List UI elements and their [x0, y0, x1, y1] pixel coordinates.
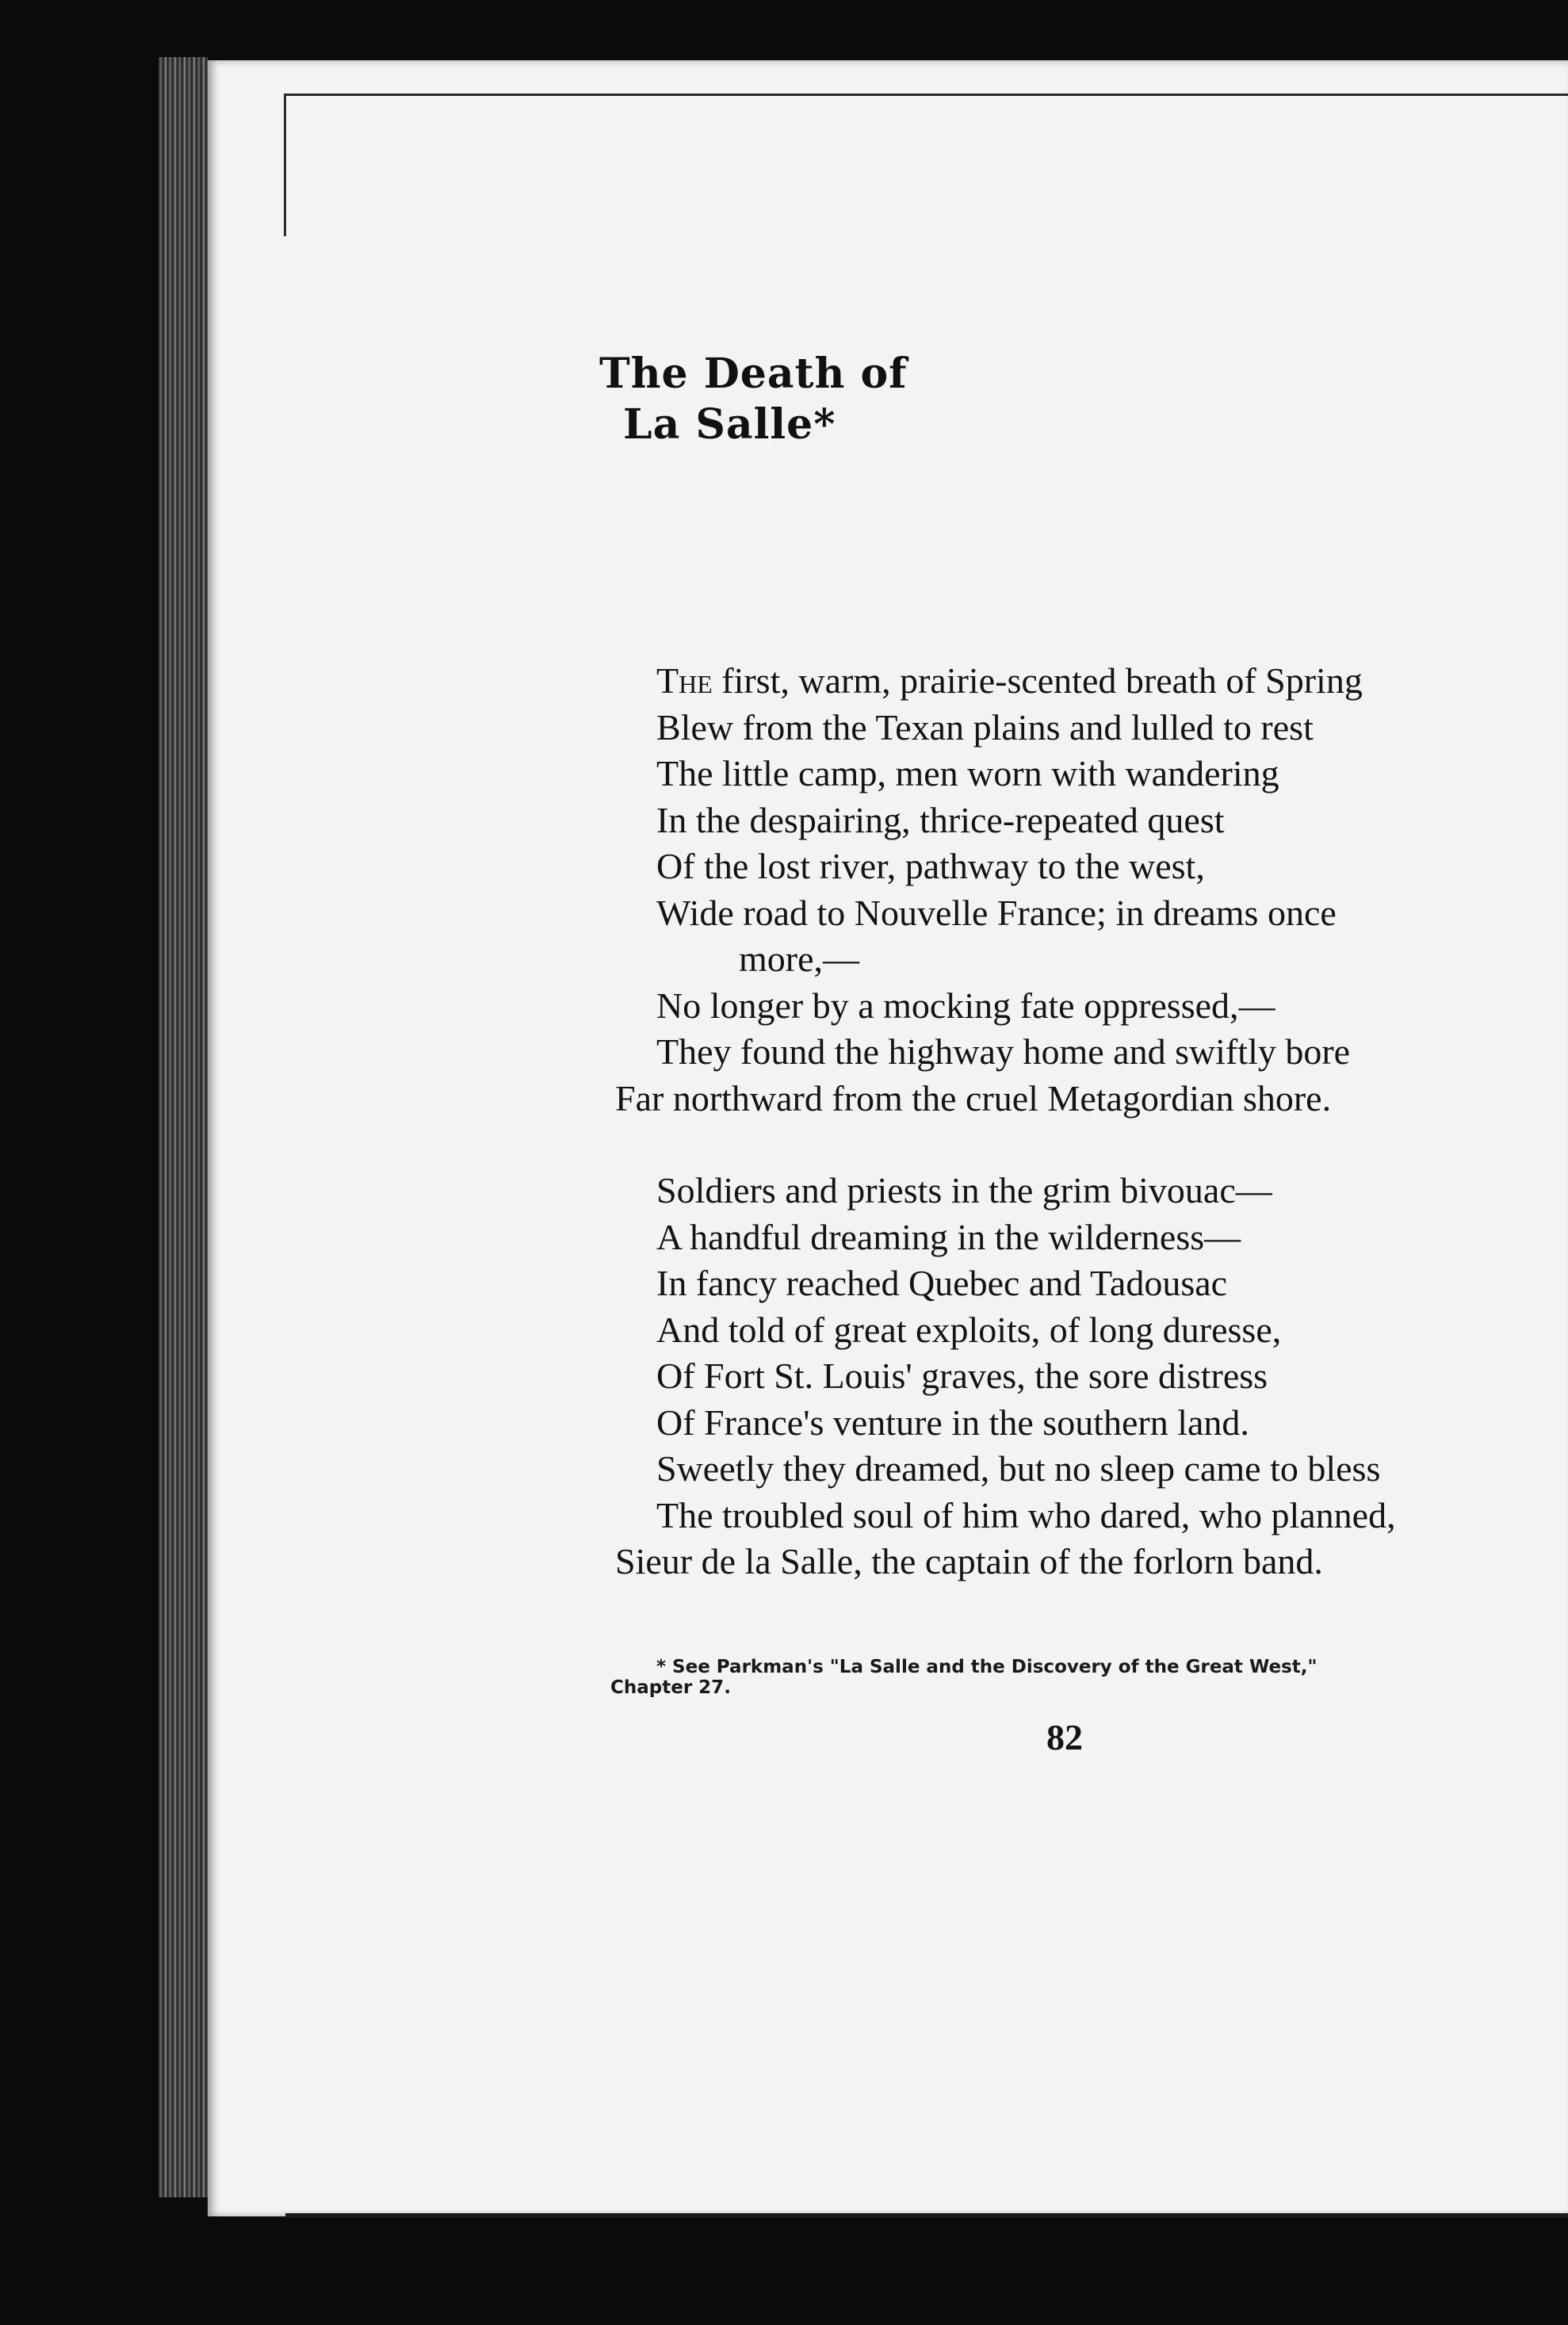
poem-line: Of France's venture in the southern land. [656, 1402, 1249, 1443]
poem-line: Soldiers and priests in the grim bivouac— [656, 1170, 1272, 1210]
page-number: 82 [1046, 1717, 1083, 1757]
poem-line: Of Fort St. Louis' graves, the sore distress [656, 1356, 1268, 1396]
poem-line: Wide road to Nouvelle France; in dreams once [656, 892, 1337, 933]
poem-title-line-1: The Death of [599, 350, 908, 398]
poem-line: In fancy reached Quebec and Tadousac [656, 1263, 1228, 1303]
stanza-2 [610, 1168, 1568, 1585]
opening-word: The [656, 660, 713, 701]
footnote-line-2: Chapter 27. [610, 1677, 731, 1698]
book-spine [159, 57, 208, 2197]
poem-line: Of the lost river, pathway to the west, [656, 846, 1205, 886]
poem-line: Sweetly they dreamed, but no sleep came to bless [656, 1448, 1381, 1489]
footnote-line-1: * See Parkman's "La Salle and the Discovery of the Great West," [656, 1657, 1318, 1677]
poem-line: The troubled soul of him who dared, who planned, [656, 1494, 1396, 1535]
poem-line: No longer by a mocking fate oppressed,— [656, 985, 1275, 1026]
poem-line-continuation: more,— [739, 939, 860, 979]
poem-line: Blew from the Texan plains and lulled to rest [656, 706, 1314, 748]
poem-line: Sieur de la Salle, the captain of the forlorn band. [615, 1541, 1323, 1581]
poem-line: The little camp, men worn with wandering [656, 753, 1279, 793]
poem-line: A handful dreaming in the wilderness— [656, 1216, 1241, 1257]
poem-line: And told of great exploits, of long duresse, [656, 1309, 1282, 1350]
poem-title-line-2: La Salle* [623, 400, 836, 449]
poem-line [610, 658, 1568, 705]
poem-line-text: first, warm, prairie-scented breath of Spring [712, 660, 1363, 701]
poem-body [610, 658, 1568, 1585]
stanza-1 [610, 658, 1568, 1122]
page-bottom-edge [285, 2213, 1568, 2218]
poem-line: Far northward from the cruel Metagordian shore. [615, 1077, 1332, 1119]
footnote [610, 1657, 1562, 1698]
poem-line: They found the highway home and swiftly bore [656, 1031, 1351, 1072]
poem-title [599, 349, 1043, 450]
page-top-edge [285, 94, 1568, 96]
poem-line: In the despairing, thrice-repeated quest [656, 799, 1225, 840]
page-left-edge [284, 94, 286, 236]
